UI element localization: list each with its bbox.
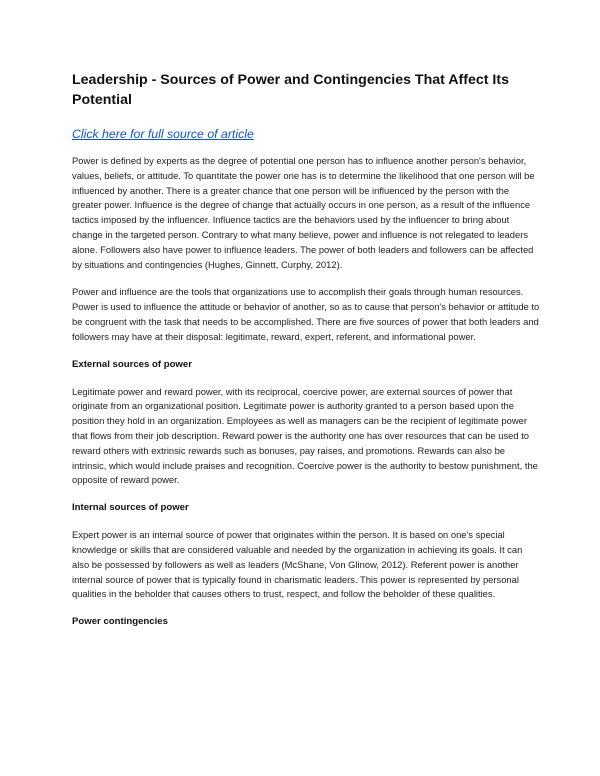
section-body-internal-sources: Expert power is an internal source of power that originates within the person. It is based on one's special knowledge or skills that are considered valuable and needed by the organization in achieving its goals. It can also be possessed by followers as well as leaders (McShane, Von Glinow, 2012). Referent power is another internal source of power that is typically found in charismatic leaders. This power is represented by personal qualities in the beholder that causes others to trust, respect, and follow the beholder of these qualities. [72,529,523,600]
document-title: Leadership - Sources of Power and Contingencies That Affect Its Potential [72,72,509,108]
section-heading-internal-sources: Internal sources of power [72,502,189,514]
section-heading-external-sources: External sources of power [72,358,192,370]
intro-paragraph-1: Power is defined by experts as the degree of potential one person has to influence another person's behavior, values, beliefs, or attitude. To quantitate the power one has is to determine the likelihood that one person will be influenced by another. There is a greater chance that one person will be influenced by the person with the greater power. Influence is the degree of change that actually occurs in one person, as a result of the influence tactics imposed by the influencer. Influence tactics are the behaviors used by the influencer to bring about change in the targeted person. Contrary to what many believe, power and influence is not relegated to leaders alone. Followers also have power to influence leaders. The power of both leaders and followers can be affected by situations and contingencies (Hughes, Ginnett, Curphy, 2012). [72,155,535,270]
section-body-external-sources: Legitimate power and reward power, with its reciprocal, coercive power, are external sources of power that originate from an organizational position. Legitimate power is authority granted to a person based upon the position they hold in an organization. Employees as well as managers can be the recipient of legitimate power that flows from their job description. Reward power is the authority one has over resources that can be used to reward others with extrinsic rewards such as bonuses, pay raises, and promotions. Rewards can also be intrinsic, which would include praises and recognition. Coercive power is the authority to bestow punishment, the opposite of reward power. [72,385,538,486]
intro-paragraph-2: Power and influence are the tools that organizations use to accomplish their goals through human resources. Power is used to influence the attitude or behavior of another, so as to cause that person's behavior or attitude to be congruent with the task that needs to be accomplished. There are five sources of power that both leaders and followers may have at their disposal: legitimate, reward, expert, referent, and informational power. [72,286,540,342]
full-source-link[interactable]: Click here for full source of article [72,127,254,141]
section-heading-power-contingencies: Power contingencies [72,616,168,628]
